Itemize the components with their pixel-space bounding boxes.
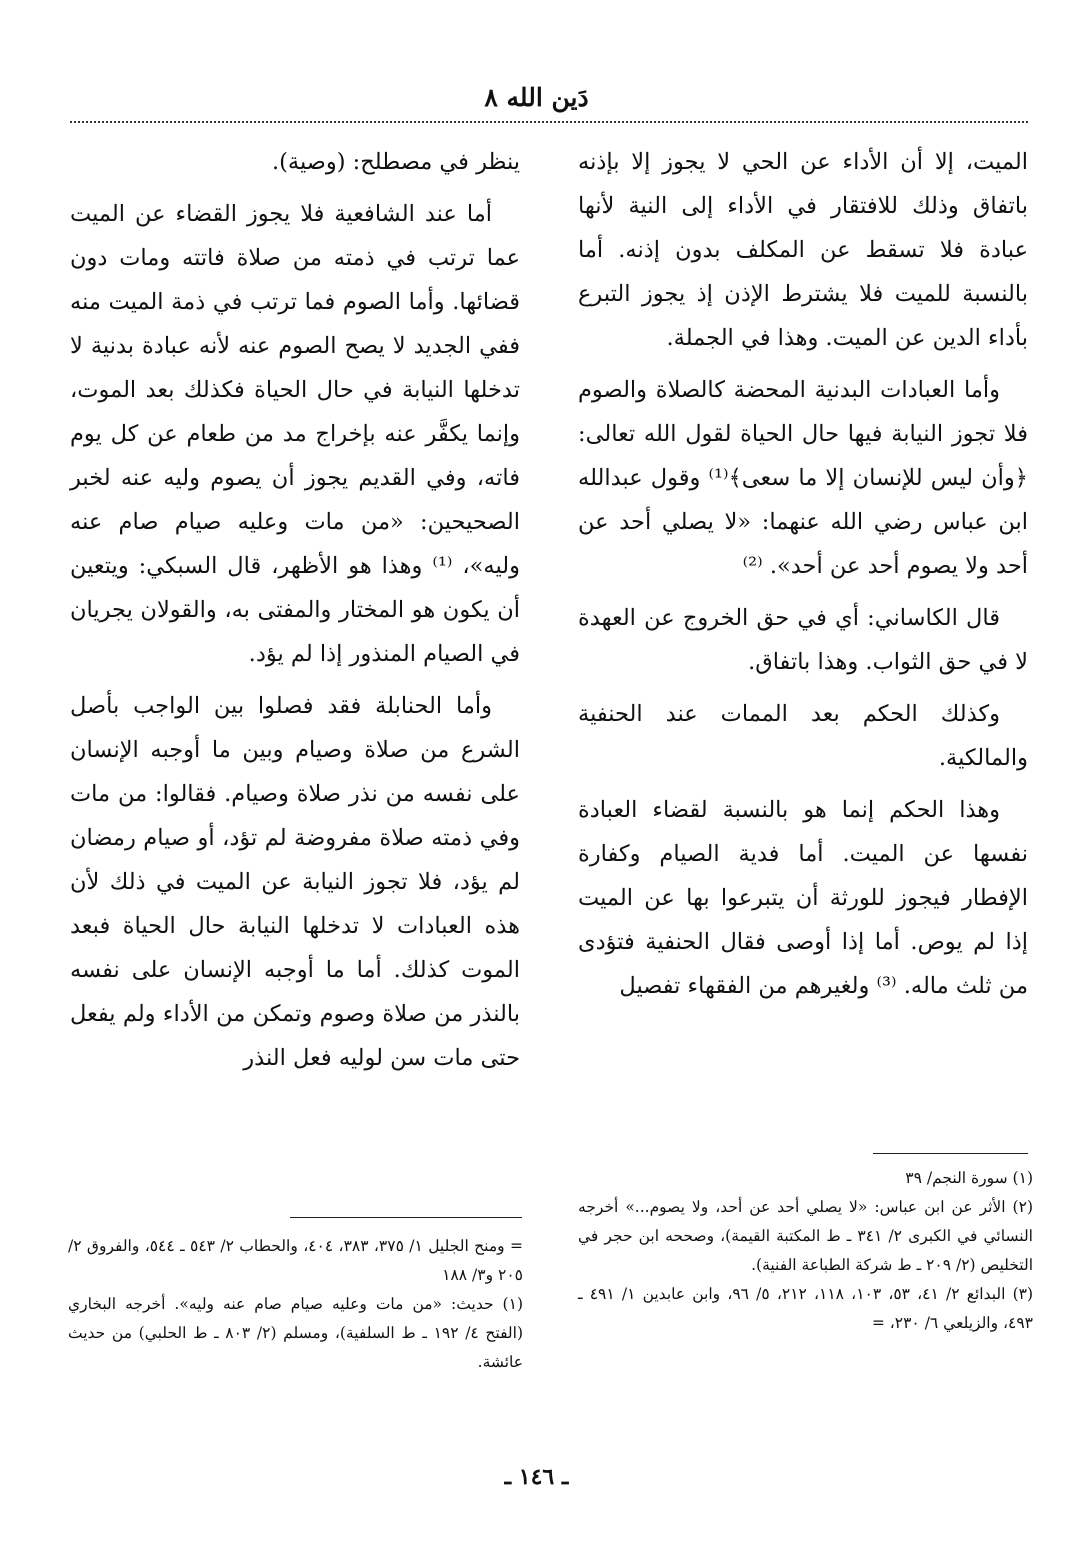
footnote-continuation: = ومنح الجليل ١/ ٣٧٥، ٣٨٣، ٤٠٤، والحطاب ٢/ ٥٤٣ ـ ٥٤٤، والفروق ٢/ ٢٠٥ و٣/ ١٨٨ — [68, 1237, 523, 1284]
footnote-divider-right — [873, 1153, 1028, 1154]
left-text-column — [70, 140, 520, 1088]
footnote-divider-left — [290, 1217, 522, 1218]
paragraph: قال الكاساني: أي في حق الخروج عن العهدة لا في حق الثواب. وهذا باتفاق. — [578, 605, 1028, 675]
paragraph: ينظر في مصطلح: (وصية). — [272, 149, 520, 175]
paragraph: أما عند الشافعية فلا يجوز القضاء عن الميت عما ترتب في ذمته من صلاة فاتته ومات دون قضائها. وأما الصوم فما ترتب في ذمة الميت منه ففي الجديد لا يصح الصوم عنه لأنه عبادة بدنية لا تدخلها النيابة في حال الحياة فكذلك بعد الموت، وإنما يكفَّر عنه بإخراج مد من طعام عن كل يوم فاته، وفي القديم يجوز أن يصوم وليه عنه لخبر الصحيحين: «من مات وعليه صيام صام عنه وليه»، ⁽¹⁾ وهذا هو الأظهر، قال السبكي: ويتعين أن يكون هو المختار والمفتى به، والقولان يجريان في الصيام المنذور إذا لم يؤد. — [70, 201, 520, 667]
paragraph: وأما العبادات البدنية المحضة كالصلاة والصوم فلا تجوز النيابة فيها حال الحياة لقول الله تعالى: ﴿وأن ليس للإنسان إلا ما سعى﴾⁽¹⁾ وقول عبدالله ابن عباس رضي الله عنهما: «لا يصلي أحد عن أحد ولا يصوم أحد عن أحد». ⁽²⁾ — [578, 377, 1028, 579]
footnotes-left — [68, 1232, 523, 1377]
footnote: (٢) الأثر عن ابن عباس: «لا يصلي أحد عن أحد، ولا يصوم...» أخرجه النسائي في الكبرى ٢/ ٣٤١ ـ ط المكتبة القيمة)، وصححه ابن حجر في التخليص (٢/ ٢٠٩ ـ ط شركة الطباعة الفنية). — [578, 1198, 1033, 1274]
footnote: (١) حديث: «من مات وعليه صيام صام عنه وليه». أخرجه البخاري (الفتح ٤/ ١٩٢ ـ ط السلفية)، ومسلم (٢/ ٨٠٣ ـ ط الحلبي) من حديث عائشة. — [68, 1295, 523, 1371]
paragraph: وكذلك الحكم بعد الممات عند الحنفية والمالكية. — [578, 701, 1028, 771]
header-dotted-divider — [70, 121, 1028, 123]
page-number: ـ ١٤٦ ـ — [504, 1464, 569, 1490]
footnote: (١) سورة النجم/ ٣٩ — [905, 1169, 1033, 1187]
footnote: (٣) البدائع ٢/ ٤١، ٥٣، ١٠٣، ١١٨، ٢١٢، ٥/ ٩٦، وابن عابدين ١/ ٤٩١ ـ ٤٩٣، والزيلعي ٦/ ٢٣٠، = — [578, 1285, 1034, 1332]
paragraph: الميت، إلا أن الأداء عن الحي لا يجوز إلا بإذنه باتفاق وذلك للافتقار في الأداء إلى النية لأنها عبادة فلا تسقط عن المكلف بدون إذنه. أما بالنسبة للميت فلا يشترط الإذن إذ يجوز التبرع بأداء الدين عن الميت. وهذا في الجملة. — [578, 149, 1028, 351]
paragraph: وأما الحنابلة فقد فصلوا بين الواجب بأصل الشرع من صلاة وصيام وبين ما أوجبه الإنسان على نفسه من نذر صلاة وصيام. فقالوا: من مات وفي ذمته صلاة مفروضة لم تؤد، أو صيام رمضان لم يؤد، فلا تجوز النيابة عن الميت في ذلك لأن هذه العبادات لا تدخلها النيابة حال الحياة فبعد الموت كذلك. أما ما أوجبه الإنسان على نفسه بالنذر من صلاة وصوم وتمكن من الأداء ولم يفعل حتى مات سن لوليه فعل النذر — [70, 693, 520, 1071]
running-header-title: دَين الله ٨ — [484, 83, 589, 112]
paragraph: وهذا الحكم إنما هو بالنسبة لقضاء العبادة نفسها عن الميت. أما فدية الصيام وكفارة الإفطار فيجوز للورثة أن يتبرعوا بها عن الميت إذا لم يوص. أما إذا أوصى فقال الحنفية فتؤدى من ثلث ماله. ⁽³⁾ ولغيرهم من الفقهاء تفصيل — [578, 797, 1028, 999]
right-text-column — [578, 140, 1028, 1016]
footnotes-right — [578, 1164, 1033, 1338]
